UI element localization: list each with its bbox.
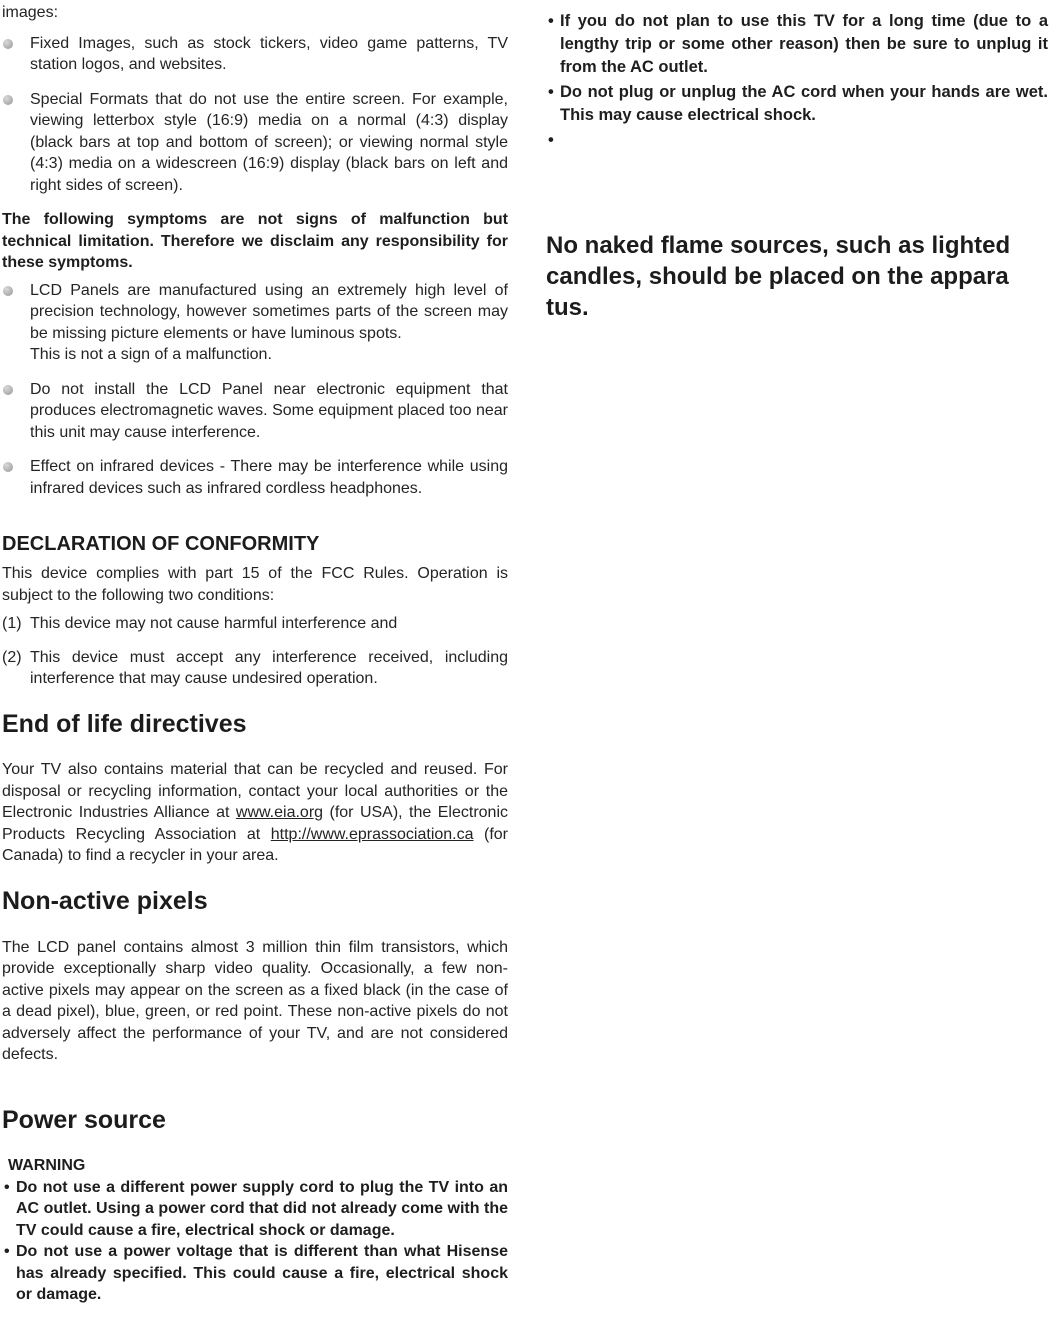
- flame-notice-line: candles, should be placed on the appara: [546, 263, 1009, 290]
- list-item-text: Effect on infrared devices - There may be interference while using infrared devices such as infrared cordless headphones.: [30, 458, 508, 497]
- bullet-circle-icon: [3, 39, 13, 49]
- section-heading-conformity: DECLARATION OF CONFORMITY: [2, 533, 320, 555]
- non-active-pixels-paragraph: The LCD panel contains almost 3 million thin film transistors, which provide exceptionally sharp video quality. Occasionally, a few non-active pixels may appear on the screen as a fixed black (in the case of a dead pixel), blue, green, or red point. These non-active pixels do not adversely affect the performance of your TV, and are not considered defects.: [2, 938, 508, 1063]
- bullet-circle-icon: [3, 95, 13, 105]
- conformity-intro: This device complies with part 15 of the FCC Rules. Operation is subject to the following two conditions:: [2, 565, 508, 604]
- condition-text: This device may not cause harmful interference and: [30, 615, 398, 632]
- condition-item-2: [2, 647, 508, 690]
- list-item-text: Do not install the LCD Panel near electronic equipment that produces electromagnetic waves. Some equipment placed too near this unit may cause interference.: [30, 380, 508, 441]
- bullet-circle-icon: [3, 286, 13, 296]
- right-column: [546, 2, 1048, 1306]
- condition-number: (1): [2, 615, 22, 632]
- bullet-dot-icon: •: [548, 131, 554, 149]
- epra-link[interactable]: http://www.eprassociation.ca: [270, 825, 474, 843]
- flame-notice-line: tus.: [546, 294, 589, 321]
- bullet-dot-icon: •: [4, 1178, 10, 1196]
- list-item-note: This is not a sign of a malfunction.: [30, 346, 272, 363]
- paragraph-segment: Your TV also contains material that can be recycled and reused. For disposal or recycling information, contact your local authorities or the Electronic Industries Alliance at: [2, 761, 508, 822]
- wet-hands-warning-item: [546, 81, 1048, 127]
- flame-notice-line: No naked flame sources, such as lighted: [546, 232, 1011, 259]
- list-item-special-formats: [2, 89, 508, 197]
- warning-label: WARNING: [8, 1157, 86, 1175]
- malfunction-disclaimer: The following symptoms are not signs of malfunction but technical limitation. Therefore we disclaim any responsibility for these symptoms.: [2, 211, 508, 271]
- list-item-text: Special Formats that do not use the entire screen. For example, viewing letterbox style (16:9) media on a normal (4:3) display (black bars at top and bottom of screen); or viewing normal style (4:3) media on a widescreen (16:9) display (black bars on left and right sides of screen).: [30, 90, 508, 194]
- warning-text: Do not use a power voltage that is different than what Hisense has already specified. This could cause a fire, electrical shock or damage.: [16, 1243, 508, 1304]
- power-warning-item-1: [2, 1177, 508, 1242]
- list-item-electromagnetic: [2, 379, 508, 444]
- warning-text: Do not use a different power supply cord to plug the TV into an AC outlet. Using a power cord that did not already come with the TV could cause a fire, electrical shock or damage.: [16, 1178, 508, 1239]
- list-item-text: Fixed Images, such as stock tickers, video game patterns, TV station logos, and websites.: [30, 34, 508, 73]
- condition-item-1: [2, 613, 508, 635]
- bullet-dot-icon: •: [548, 12, 554, 30]
- empty-bullet-item: [546, 129, 1048, 152]
- condition-number: (2): [2, 648, 22, 666]
- left-column: [2, 2, 508, 1306]
- bullet-circle-icon: [3, 462, 13, 472]
- warning-text: If you do not plan to use this TV for a long time (due to a lengthy trip or some other reason) then be sure to unplug it from the AC outlet.: [560, 12, 1048, 76]
- list-item-text: LCD Panels are manufactured using an extremely high level of precision technology, however sometimes parts of the screen may be missing picture elements or have luminous spots.: [30, 281, 508, 342]
- continued-text: images:: [2, 4, 59, 21]
- paragraph-segment: (for Canada) to find a recycler in your area.: [2, 825, 509, 865]
- power-warning-item-2: [2, 1241, 508, 1306]
- paragraph-segment: (for USA), the Electronic Products Recycling Association at: [2, 804, 508, 843]
- unplug-warning-item: [546, 10, 1048, 79]
- warning-text: [560, 129, 1048, 152]
- warning-text: Do not plug or unplug the AC cord when your hands are wet. This may cause electrical shock.: [560, 83, 1048, 124]
- condition-text: This device must accept any interference received, including interference that may cause undesired operation.: [30, 648, 508, 687]
- list-item-lcd-panels: [2, 280, 508, 366]
- list-item-infrared: [2, 456, 508, 499]
- list-item-fixed-images: [2, 33, 508, 76]
- eia-link[interactable]: www.eia.org: [235, 804, 324, 822]
- bullet-dot-icon: •: [548, 83, 554, 101]
- section-heading-power-source: Power source: [2, 1105, 166, 1134]
- end-of-life-paragraph: [2, 759, 508, 867]
- section-heading-end-of-life: End of life directives: [2, 709, 247, 738]
- section-heading-non-active-pixels: Non-active pixels: [2, 886, 208, 915]
- flame-notice-heading: [546, 230, 1048, 323]
- bullet-dot-icon: •: [4, 1243, 10, 1261]
- bullet-circle-icon: [3, 385, 13, 395]
